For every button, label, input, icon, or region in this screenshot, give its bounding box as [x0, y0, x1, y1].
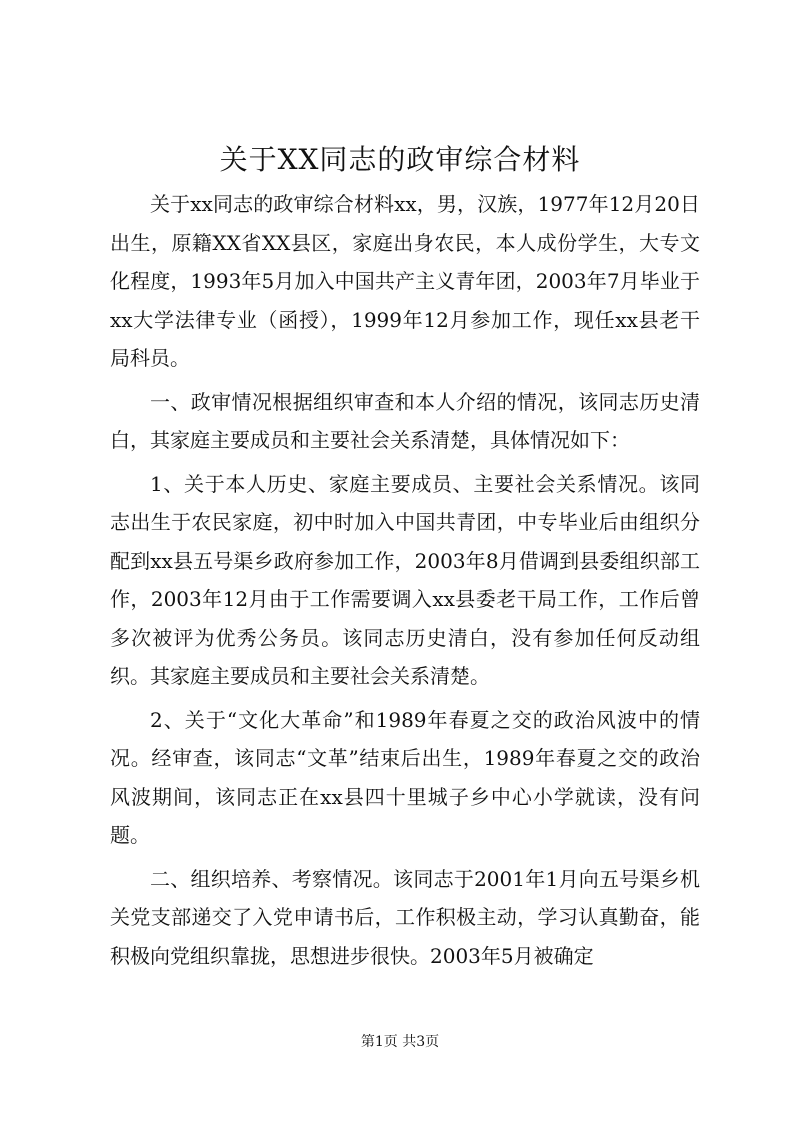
document-body [110, 185, 700, 980]
page-number-footer: 第1页 共3页 [360, 1034, 440, 1050]
document-title: 关于XX同志的政审综合材料 [219, 143, 581, 176]
paragraph-intro: 关于xx同志的政审综合材料xx，男，汉族，1977年12月20日出生，原籍XX省XX县区，家庭出身农民，本人成份学生，大专文化程度，1993年5月加入中国共产主义青年团，2003年7月毕业于xx大学法律专业（函授），1999年12月参加工作，现任xx县老干局科员。 [110, 192, 700, 370]
paragraph-section-1: 一、政审情况根据组织审查和本人介绍的情况，该同志历史清白，其家庭主要成员和主要社会关系清楚，具体情况如下： [110, 389, 700, 452]
paragraph-section-2: 二、组织培养、考察情况。该同志于2001年1月向五号渠乡机关党支部递交了入党申请书后，工作积极主动，学习认真勤奋，能积极向党组织靠拢，思想进步很快。2003年5月被确定 [110, 866, 700, 968]
paragraph-item-2: 2、关于“文化大革命”和1989年春夏之交的政治风波中的情况。经审查，该同志“文革”结束后出生，1989年春夏之交的政治风波期间，该同志正在xx县四十里城子乡中心小学就读，没有问题。 [110, 707, 700, 847]
paragraph-item-1: 1、关于本人历史、家庭主要成员、主要社会关系情况。该同志出生于农民家庭，初中时加入中国共青团，中专毕业后由组织分配到xx县五号渠乡政府参加工作，2003年8月借调到县委组织部工作，2003年12月由于工作需要调入xx县委老干局工作，工作后曾多次被评为优秀公务员。该同志历史清白，没有参加任何反动组织。其家庭主要成员和主要社会关系清楚。 [110, 471, 700, 688]
